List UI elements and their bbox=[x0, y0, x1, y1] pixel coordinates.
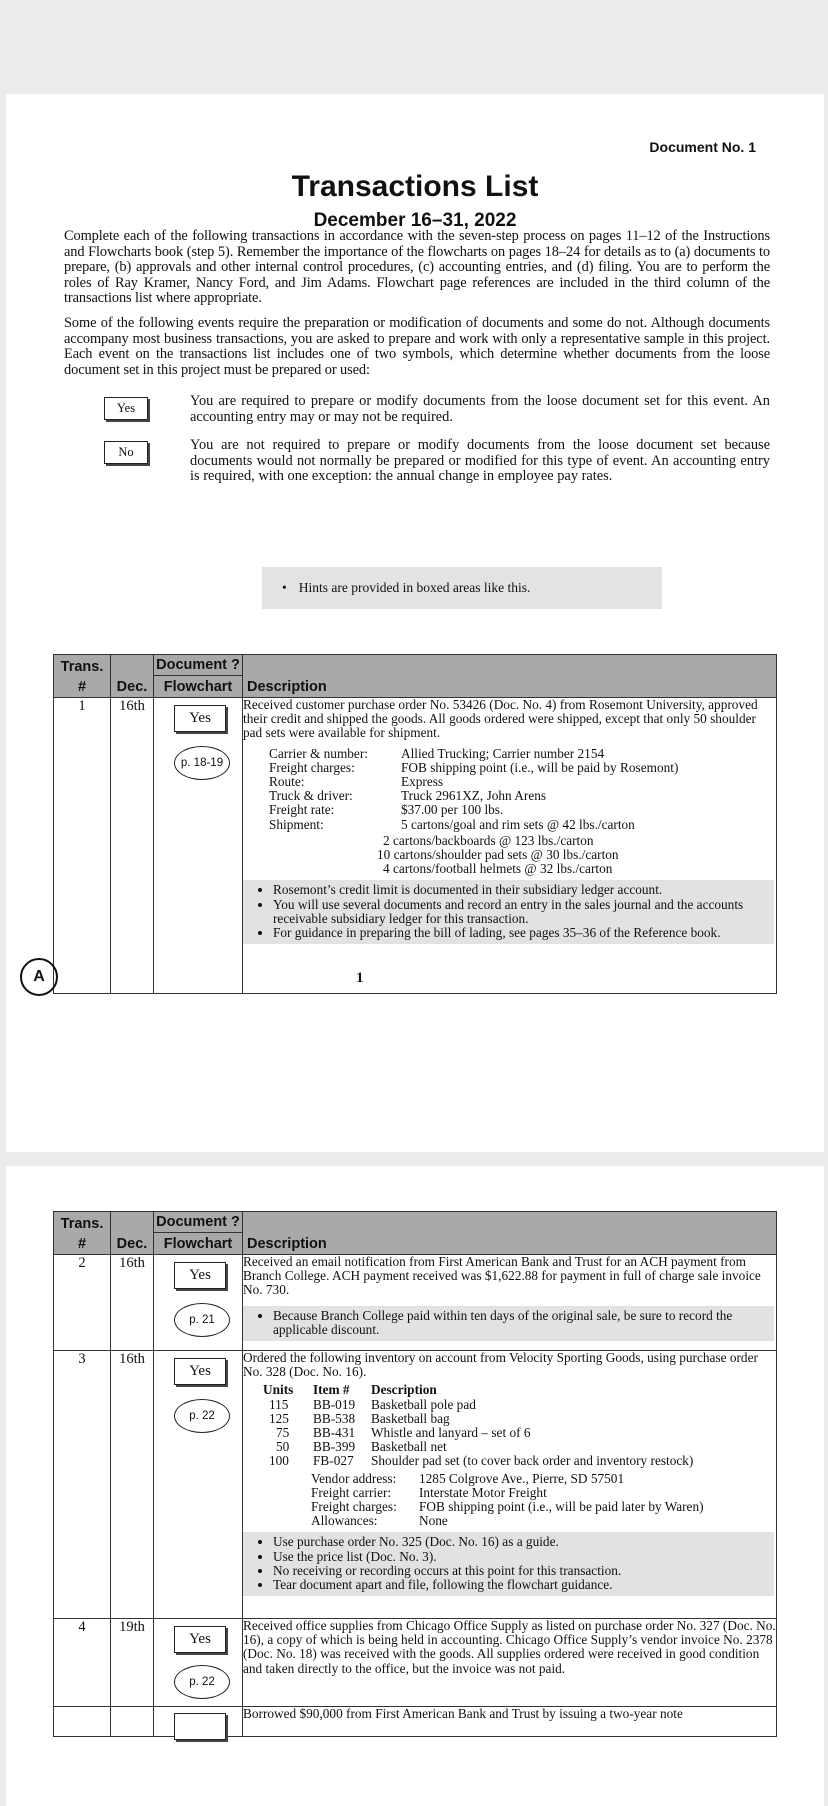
flowchart-page-ref: p. 22 bbox=[174, 1665, 230, 1699]
shipping-details: Carrier & number: Allied Trucking; Carrier number 2154 Freight charges: FOB shipping point (i.e., will be paid by Rosemont) Route: Express Truck & driver: Truck 2961XZ, John Arens Freight rate: $37.00 per 100 lbs. Shipment: 5 cartons/goal and rim sets @ 42 lbs./carton bbox=[269, 745, 679, 832]
transaction-row-2 bbox=[54, 1255, 777, 1351]
hint-example-text: Hints are provided in boxed areas like this. bbox=[298, 580, 531, 595]
transaction-row-5 bbox=[54, 1707, 777, 1737]
trans-date: 16th bbox=[111, 1351, 154, 1619]
flag-box bbox=[174, 1713, 226, 1740]
col-header-trans: Trans. # bbox=[54, 1212, 111, 1255]
transactions-table-page-2 bbox=[53, 1211, 777, 1737]
document-number: Document No. 1 bbox=[649, 139, 756, 155]
flowchart-cell bbox=[154, 1255, 243, 1351]
transaction-row-3 bbox=[54, 1351, 777, 1619]
no-tag: No bbox=[104, 441, 148, 464]
trans-description: Received customer purchase order No. 53426 (Doc. No. 4) from Rosemont University, approved their credit and shipped the goods. All goods ordered were shipped, except that only 50 shoulder pad sets were available for shipment. Carrier & number: Allied Trucking; Carrier number 2154 Freight charges: FOB shipping point (i.e., will be paid by Rosemont) Route: Express Truck & driver: Truck 2961XZ, John Arens Freight rate: $37.00 per 100 lbs. Shipment: 5 cartons/goal and rim sets @ 42 lbs./carton 2 cartons/backboards @ 123 lbs./carton 10 cartons/shoulder pad sets @ 30 lbs./carton 4 cartons/football helmets @ 32 lbs./carton • Rosemont’s credit limit is documented in their subsidiary ledger account. • You will use several documents and record an entry in the sales journal and the accounts receivable subsidiary ledger for this transaction. • For guidance in preparing the bill of lading, see pages 35–36 of the Reference book. bbox=[243, 698, 777, 994]
col-header-dec: Dec. bbox=[111, 655, 154, 698]
transaction-row-4 bbox=[54, 1619, 777, 1707]
trans-number: 3 bbox=[54, 1351, 111, 1619]
flowchart-page-ref: p. 18-19 bbox=[174, 746, 230, 780]
page-title: Transactions List bbox=[291, 170, 539, 203]
yes-tag: Yes bbox=[104, 397, 148, 420]
col-header-description: Description bbox=[243, 655, 777, 698]
hint-box: • Use purchase order No. 325 (Doc. No. 16) as a guide. • Use the price list (Doc. No. 3). • No receiving or recording occurs at this point for this transaction. • Tear document apart and file, following the flowchart guidance. bbox=[243, 1532, 774, 1596]
hint-box: • Because Branch College paid within ten days of the original sale, be sure to record the applicable discount. bbox=[243, 1306, 774, 1341]
transactions-table-page-1 bbox=[53, 654, 777, 994]
flowchart-cell bbox=[154, 1619, 243, 1707]
trans-number: 1 bbox=[54, 698, 111, 994]
yes-flag: Yes bbox=[174, 1262, 226, 1289]
yes-flag: Yes bbox=[174, 1358, 226, 1385]
hint-bullet: • bbox=[282, 580, 287, 595]
col-header-trans: Trans. # bbox=[54, 655, 111, 698]
flowchart-page-ref: p. 22 bbox=[174, 1399, 230, 1433]
flowchart-page-ref: p. 21 bbox=[174, 1303, 230, 1337]
flowchart-cell bbox=[154, 1351, 243, 1619]
section-badge: A bbox=[20, 958, 58, 996]
intro-paragraph-1: Complete each of the following transactions in accordance with the seven-step process on pages 11–12 of the Instructions and Flowcharts book (step 5). Remember the importance of the flowcharts on pages 18–24 for details as to (a) documents to prepare, (b) approvals and other internal control procedures, (c) accounting entries, and (d) filing. You are to perform the roles of Ray Kramer, Nancy Ford, and Jim Adams. Flowchart page references are included in the third column of the transactions list where appropriate. bbox=[64, 228, 770, 307]
trans-description: Borrowed $90,000 from First American Bank and Trust by issuing a two-year note bbox=[243, 1707, 777, 1737]
yes-flag: Yes bbox=[174, 705, 226, 732]
trans-number: 4 bbox=[54, 1619, 111, 1707]
col-header-dec: Dec. bbox=[111, 1212, 154, 1255]
flowchart-cell bbox=[154, 698, 243, 994]
transaction-row-1 bbox=[54, 698, 777, 994]
hint-example-box bbox=[262, 567, 662, 609]
yes-symbol-text: You are required to prepare or modify documents from the loose document set for this event. An accounting entry may or may not be required. bbox=[190, 393, 770, 425]
trans-number: 2 bbox=[54, 1255, 111, 1351]
trans-date: 19th bbox=[111, 1619, 154, 1707]
page-subtitle: December 16–31, 2022 bbox=[313, 210, 517, 231]
yes-flag: Yes bbox=[174, 1626, 226, 1653]
col-header-description: Description bbox=[243, 1212, 777, 1255]
intro-paragraph-2: Some of the following events require the preparation or modification of documents and some do not. Although documents accompany most business transactions, you are asked to prepare and work with only a representative sample in this project. Each event on the transactions list includes one of two symbols, which determine whether documents from the loose document set in this project must be prepared or used: bbox=[64, 315, 770, 378]
col-header-flowchart: Document ? Flowchart bbox=[154, 1212, 243, 1255]
col-header-flowchart: Document ? Flowchart bbox=[154, 655, 243, 698]
hint-box: • Rosemont’s credit limit is documented in their subsidiary ledger account. • You will use several documents and record an entry in the sales journal and the accounts receivable subsidiary ledger for this transaction. • For guidance in preparing the bill of lading, see pages 35–36 of the Reference book. bbox=[243, 880, 774, 944]
document-page-1 bbox=[6, 94, 824, 1152]
trans-description: Received office supplies from Chicago Office Supply as listed on purchase order No. 327 (Doc. No. 16), a copy of which is being held in accounting. Chicago Office Supply’s vendor invoice No. 2378 (Doc. No. 18) was received with the goods. All supplies ordered were received in good condition and taken directly to the office, but the invoice was not paid. bbox=[243, 1619, 777, 1707]
trans-description: Received an email notification from First American Bank and Trust for an ACH payment from Branch College. ACH payment received was $1,622.88 for payment in full of charge sale invoice No. 730. • Because Branch College paid within ten days of the original sale, be sure to record the applicable discount. bbox=[243, 1255, 777, 1351]
trans-date: 16th bbox=[111, 1255, 154, 1351]
vendor-details: Vendor address: 1285 Colgrove Ave., Pierre, SD 57501 Freight carrier: Interstate Motor Freight Freight charges: FOB shipping point (i.e., will be paid later by Waren) Allowances: None bbox=[311, 1470, 704, 1529]
document-page-2 bbox=[6, 1166, 824, 1806]
page-number: 1 bbox=[356, 970, 364, 986]
order-items-list: Units Item # Description 115 BB-019 Basketball pole pad 125 BB-538 Basketball bag 75 BB-431 Whistle and lanyard – set of 6 50 BB-399 Basketball net 100 FB-027 Shoulder pad set (to cover back order and inventory restock) bbox=[263, 1382, 694, 1469]
no-symbol-text: You are not required to prepare or modify documents from the loose document set because documents would not normally be prepared or modified for this type of event. An accounting entry is required, with one exception: the annual change in employee pay rates. bbox=[190, 437, 770, 484]
trans-date: 16th bbox=[111, 698, 154, 994]
no-symbol-row bbox=[94, 438, 770, 488]
trans-description: Ordered the following inventory on account from Velocity Sporting Goods, using purchase order No. 328 (Doc. No. 16). Units Item # Description 115 BB-019 Basketball pole pad 125 BB-538 Basketball bag 75 BB-431 Whistle and lanyard – set of 6 50 BB-399 Basketball net 100 FB-027 Shoulder pad set (to cover back order and inventory restock) Vendor address: 1285 Colgrove Ave., Pierre, SD 57501 Freight carrier: Interstate Motor Freight Freight charges: FOB shipping point (i.e., will be paid later by Waren) Allowances: None • Use purchase order No. 325 (Doc. No. 16) as a guide. • Use the price list (Doc. No. 3). • No receiving or recording occurs at this point for this transaction. • Tear document apart and file, following the flowchart guidance. bbox=[243, 1351, 777, 1619]
